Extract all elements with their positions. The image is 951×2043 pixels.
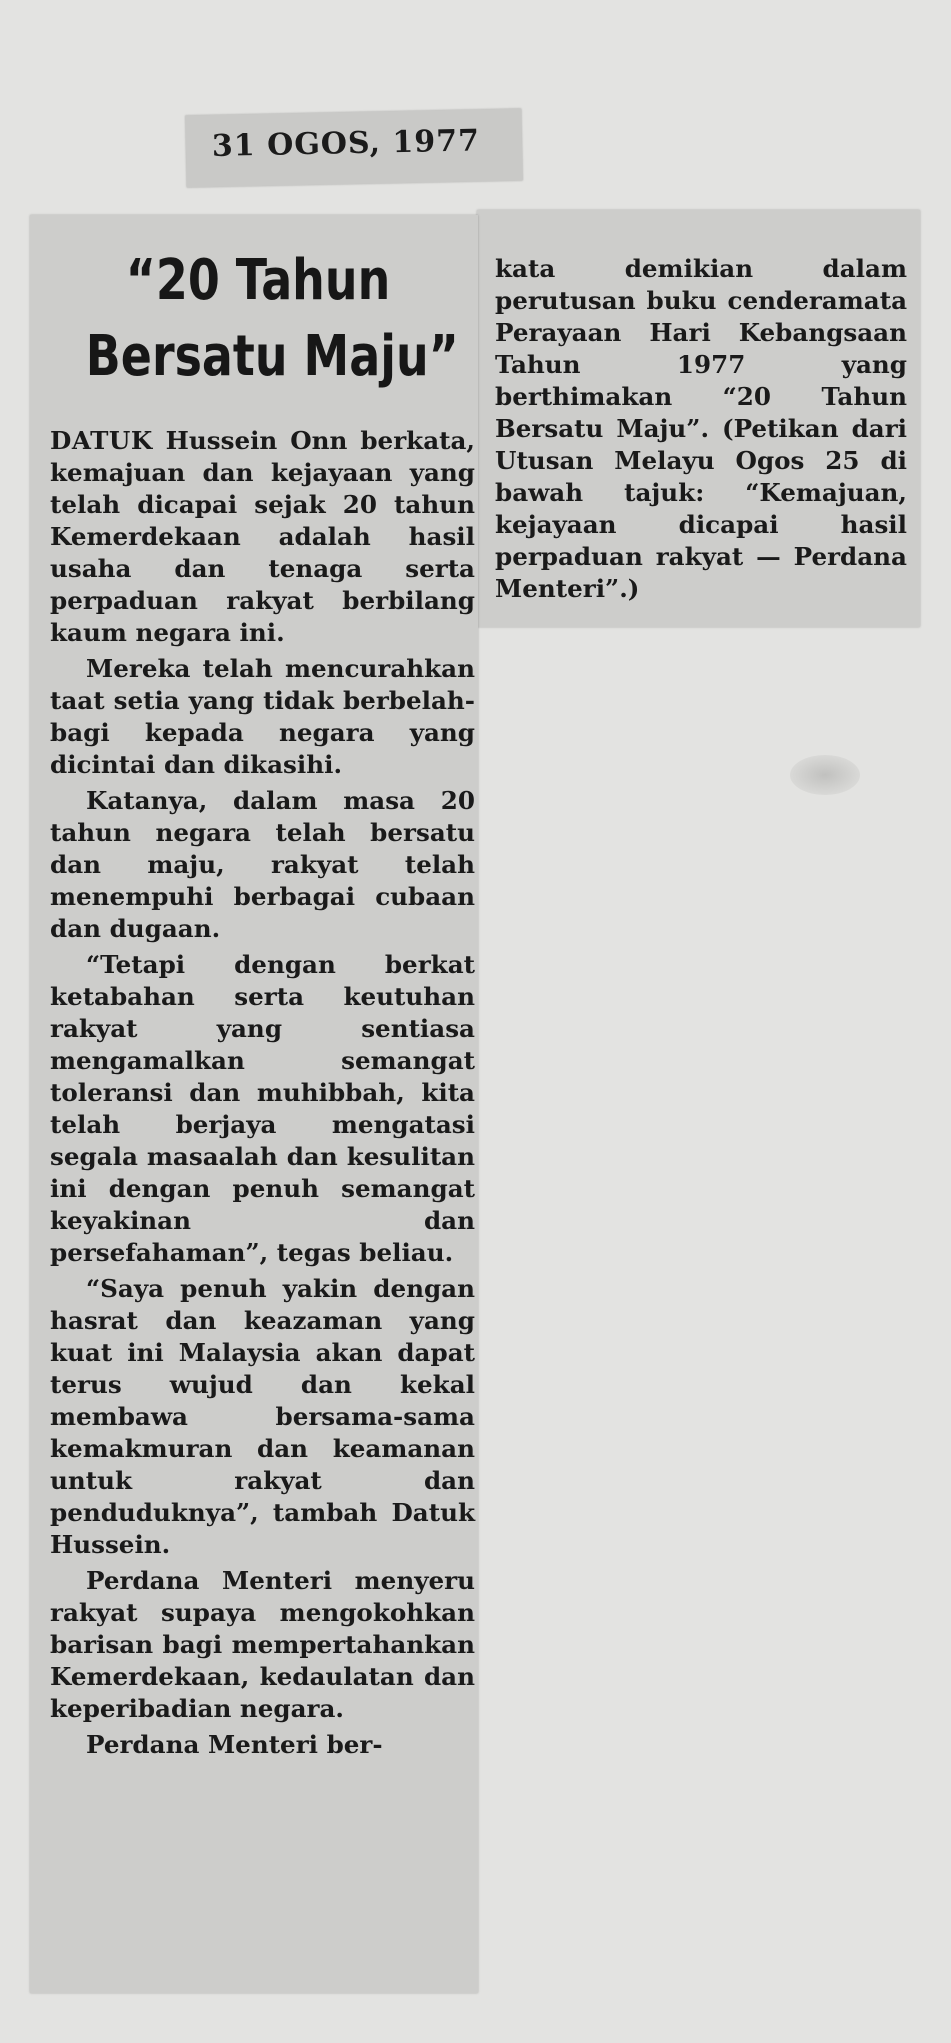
paragraph-5: “Saya penuh yakin dengan hasrat dan keazaman yang kuat ini Malaysia akan dapat terus wujud dan kekal membawa bersama-sama kemakmuran dan keamanan untuk rakyat dan penduduknya”, tambah Datuk Hussein. (50, 1274, 475, 1559)
paragraph-3: Katanya, dalam masa 20 tahun negara telah bersatu dan maju, rakyat telah menempuhi berbagai cubaan dan dugaan. (50, 786, 475, 943)
headline-line-2: Bersatu Maju” (85, 324, 459, 389)
paragraph-1-text: Hussein Onn berkata, kemajuan dan kejayaan yang telah dicapai sejak 20 tahun Kemerdekaan adalah hasil usaha dan tenaga serta perpaduan rakyat berbilang kaum negara ini. (50, 426, 475, 647)
lead-word: DATUK (50, 426, 153, 455)
article-main-clipping (30, 215, 478, 1993)
article-continuation-clipping (477, 210, 920, 627)
paragraph-7: Perdana Menteri ber- (86, 1730, 383, 1759)
article-body (50, 425, 475, 1765)
paragraph-6: Perdana Menteri menyeru rakyat supaya mengokohkan barisan bagi mempertahankan Kemerdekaan, kedaulatan dan keperibadian negara. (50, 1566, 475, 1723)
publication-date: 31 OGOS, 1977 (211, 123, 481, 164)
paper-stain (790, 755, 860, 795)
paragraph-4: “Tetapi dengan berkat ketabahan serta keutuhan rakyat yang sentiasa mengamalkan semangat toleransi dan muhibbah, kita telah berjaya mengatasi segala masaalah dan kesulitan ini dengan penuh semangat keyakinan dan persefahaman”, tegas beliau. (50, 950, 475, 1267)
article-continuation-text: kata demikian dalam perutusan buku cenderamata Perayaan Hari Kebangsaan Tahun 1977 yang berthimakan “20 Tahun Bersatu Maju”. (Petikan dari Utusan Melayu Ogos 25 di bawah tajuk: “Kemajuan, kejayaan dicapai hasil perpaduan rakyat — Perdana Menteri”.) (495, 253, 907, 603)
paragraph-1 (50, 425, 475, 649)
paragraph-2: Mereka telah mencurahkan taat setia yang tidak berbelah-bagi kepada negara yang dicintai dan dikasihi. (50, 654, 475, 779)
headline-line-1: “20 Tahun (125, 248, 391, 313)
article-headline (85, 243, 459, 395)
date-clipping (185, 108, 522, 187)
